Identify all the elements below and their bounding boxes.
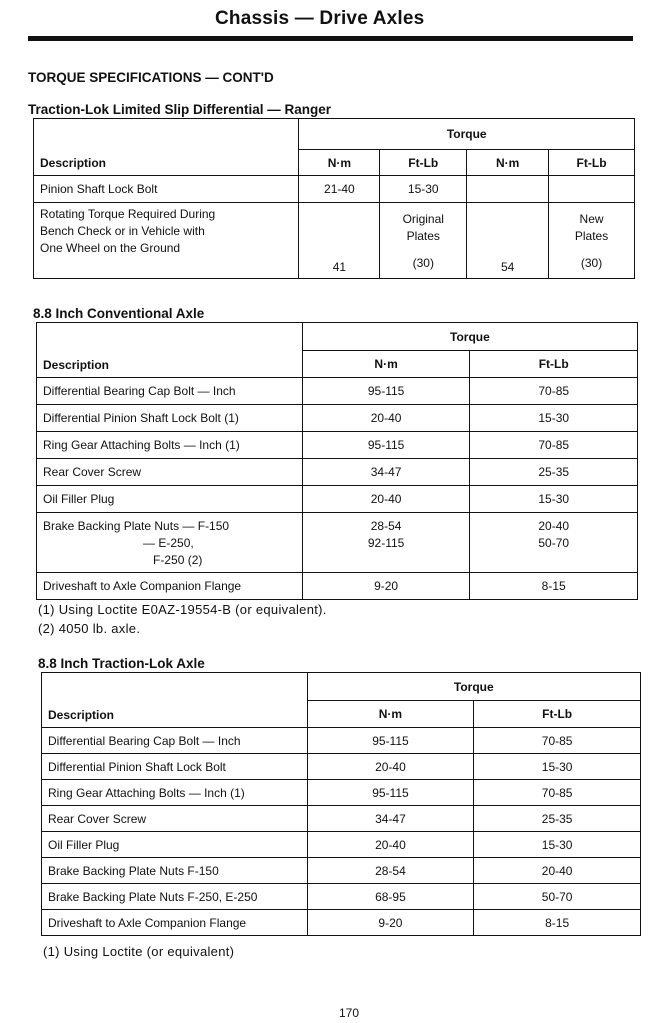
plates-note: Original Plates <box>402 212 444 243</box>
footnote: (1) Using Loctite (or equivalent) <box>43 944 235 959</box>
table-row <box>42 728 641 754</box>
nm-value: 54 <box>467 203 549 279</box>
table1-title: Traction-Lok Limited Slip Differential — Ranger <box>28 102 332 117</box>
row-description: Differential Pinion Shaft Lock Bolt <box>42 754 308 780</box>
title-rule <box>28 36 633 41</box>
table-row <box>37 378 638 405</box>
table-row <box>42 858 641 884</box>
row-description: Oil Filler Plug <box>42 832 308 858</box>
table-row <box>37 573 638 600</box>
table-row <box>42 806 641 832</box>
row-description: Rear Cover Screw <box>37 459 303 486</box>
ftlb-value: 70-85 <box>474 728 641 754</box>
table-row <box>42 910 641 936</box>
table1 <box>33 118 635 279</box>
row-description: Driveshaft to Axle Companion Flange <box>37 573 303 600</box>
table-row <box>37 459 638 486</box>
row-description: Oil Filler Plug <box>37 486 303 513</box>
nm-value: 20-40 <box>307 832 474 858</box>
section-heading: TORQUE SPECIFICATIONS — CONT'D <box>28 70 274 85</box>
table3-title: 8.8 Inch Traction-Lok Axle <box>38 656 205 671</box>
row-description: Differential Bearing Cap Bolt — Inch <box>42 728 308 754</box>
table-row <box>42 884 641 910</box>
row-description: Ring Gear Attaching Bolts — Inch (1) <box>42 780 308 806</box>
ftlb-cell <box>549 203 635 279</box>
table-row <box>42 754 641 780</box>
nm-value: 20-40 <box>302 405 470 432</box>
nm-value: 95-115 <box>302 378 470 405</box>
table-row <box>34 203 635 279</box>
page-title: Chassis — Drive Axles <box>215 8 425 29</box>
table-row <box>34 176 635 203</box>
nm-value: 28-54 92-115 <box>302 513 470 573</box>
ftlb-value: 15-30 <box>470 486 638 513</box>
ftlb-value: 15-30 <box>474 832 641 858</box>
table2 <box>36 322 638 600</box>
table1-unit-nm: N·m <box>467 150 549 176</box>
row-description: Brake Backing Plate Nuts F-150 <box>42 858 308 884</box>
page-number: 170 <box>339 1006 360 1020</box>
table2-desc-header: Description <box>37 323 303 378</box>
table1-unit-ftlb: Ft-Lb <box>549 150 635 176</box>
nm-value: 28-54 <box>307 858 474 884</box>
table-row <box>37 486 638 513</box>
table-row <box>42 832 641 858</box>
row-description: Driveshaft to Axle Companion Flange <box>42 910 308 936</box>
table1-torque-header: Torque <box>299 119 635 150</box>
ftlb-cell <box>380 203 467 279</box>
table3-torque-header: Torque <box>307 673 640 701</box>
ftlb-value: (30) <box>580 256 603 270</box>
row-description: Differential Pinion Shaft Lock Bolt (1) <box>37 405 303 432</box>
table2-unit-nm: N·m <box>302 351 470 378</box>
ftlb-value <box>549 176 635 203</box>
table-row <box>37 405 638 432</box>
ftlb-value: 15-30 <box>474 754 641 780</box>
ftlb-value: 25-35 <box>470 459 638 486</box>
row-description: Brake Backing Plate Nuts — F-150 — E-250, F-250 (2) <box>37 513 303 573</box>
ftlb-value: 15-30 <box>470 405 638 432</box>
row-description: Pinion Shaft Lock Bolt <box>34 176 299 203</box>
ftlb-value: 20-40 50-70 <box>470 513 638 573</box>
row-description: Rear Cover Screw <box>42 806 308 832</box>
ftlb-value: 15-30 <box>380 176 467 203</box>
row-description: Differential Bearing Cap Bolt — Inch <box>37 378 303 405</box>
ftlb-value: 20-40 <box>474 858 641 884</box>
nm-value: 95-115 <box>302 432 470 459</box>
table3-desc-header: Description <box>42 673 308 728</box>
table3-unit-ftlb: Ft-Lb <box>474 701 641 728</box>
nm-value: 20-40 <box>302 486 470 513</box>
table-row <box>42 780 641 806</box>
ftlb-value: 50-70 <box>474 884 641 910</box>
ftlb-value: 70-85 <box>470 432 638 459</box>
nm-value: 34-47 <box>307 806 474 832</box>
ftlb-value: 8-15 <box>470 573 638 600</box>
nm-value <box>467 176 549 203</box>
footnote: (2) 4050 lb. axle. <box>38 621 141 636</box>
nm-value: 95-115 <box>307 780 474 806</box>
nm-value: 95-115 <box>307 728 474 754</box>
footnote: (1) Using Loctite E0AZ-19554-B (or equivalent). <box>38 602 327 617</box>
ftlb-value: 70-85 <box>474 780 641 806</box>
table1-unit-nm: N·m <box>299 150 380 176</box>
nm-value: 9-20 <box>302 573 470 600</box>
nm-value: 41 <box>299 203 380 279</box>
table2-torque-header: Torque <box>302 323 637 351</box>
nm-value: 20-40 <box>307 754 474 780</box>
row-description: Ring Gear Attaching Bolts — Inch (1) <box>37 432 303 459</box>
ftlb-value: 70-85 <box>470 378 638 405</box>
nm-value: 21-40 <box>299 176 380 203</box>
table-row <box>37 513 638 573</box>
table2-title: 8.8 Inch Conventional Axle <box>33 306 205 321</box>
row-description: Brake Backing Plate Nuts F-250, E-250 <box>42 884 308 910</box>
plates-note: New Plates <box>574 212 609 243</box>
nm-value: 68-95 <box>307 884 474 910</box>
nm-value: 9-20 <box>307 910 474 936</box>
table3 <box>41 672 641 936</box>
table1-unit-ftlb: Ft-Lb <box>380 150 467 176</box>
ftlb-value: (30) <box>412 256 434 270</box>
table-row <box>37 432 638 459</box>
table2-unit-ftlb: Ft-Lb <box>470 351 638 378</box>
table1-desc-header: Description <box>34 119 299 176</box>
row-description: Rotating Torque Required During Bench Check or in Vehicle with One Wheel on the Ground <box>34 203 299 279</box>
nm-value: 34-47 <box>302 459 470 486</box>
table3-unit-nm: N·m <box>307 701 474 728</box>
ftlb-value: 8-15 <box>474 910 641 936</box>
ftlb-value: 25-35 <box>474 806 641 832</box>
